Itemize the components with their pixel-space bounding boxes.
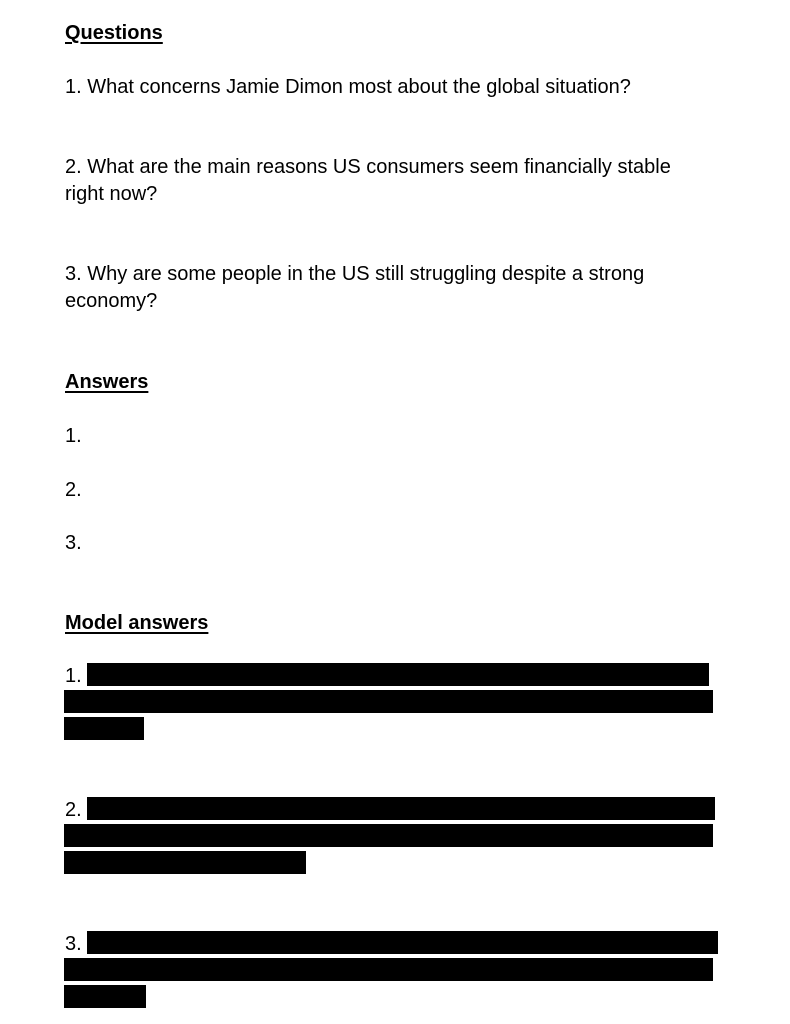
answer-number-1: 1. (65, 425, 82, 447)
questions-heading: Questions (65, 22, 163, 44)
question-3: 3. Why are some people in the US still struggling despite a strong economy? (65, 263, 645, 312)
redaction-bar (64, 985, 146, 1008)
question-1: 1. What concerns Jamie Dimon most about the global situation? (65, 76, 631, 98)
answer-number-3: 3. (65, 532, 82, 554)
redaction-bar (64, 851, 306, 874)
redaction-bar (87, 931, 718, 954)
model-answer-number-2: 2. (65, 799, 82, 821)
redaction-bar (64, 717, 144, 740)
model-answer-number-3: 3. (65, 933, 82, 955)
model-answer-number-1: 1. (65, 665, 82, 687)
redaction-bar (64, 690, 713, 713)
answers-heading: Answers (65, 371, 149, 393)
redaction-bar (64, 958, 713, 981)
redaction-bar (87, 797, 715, 820)
answer-number-2: 2. (65, 479, 82, 501)
question-2: 2. What are the main reasons US consumers seem financially stable right now? (65, 156, 671, 205)
redaction-bar (64, 824, 713, 847)
redaction-bar (87, 663, 709, 686)
model-answers-heading: Model answers (65, 612, 209, 634)
